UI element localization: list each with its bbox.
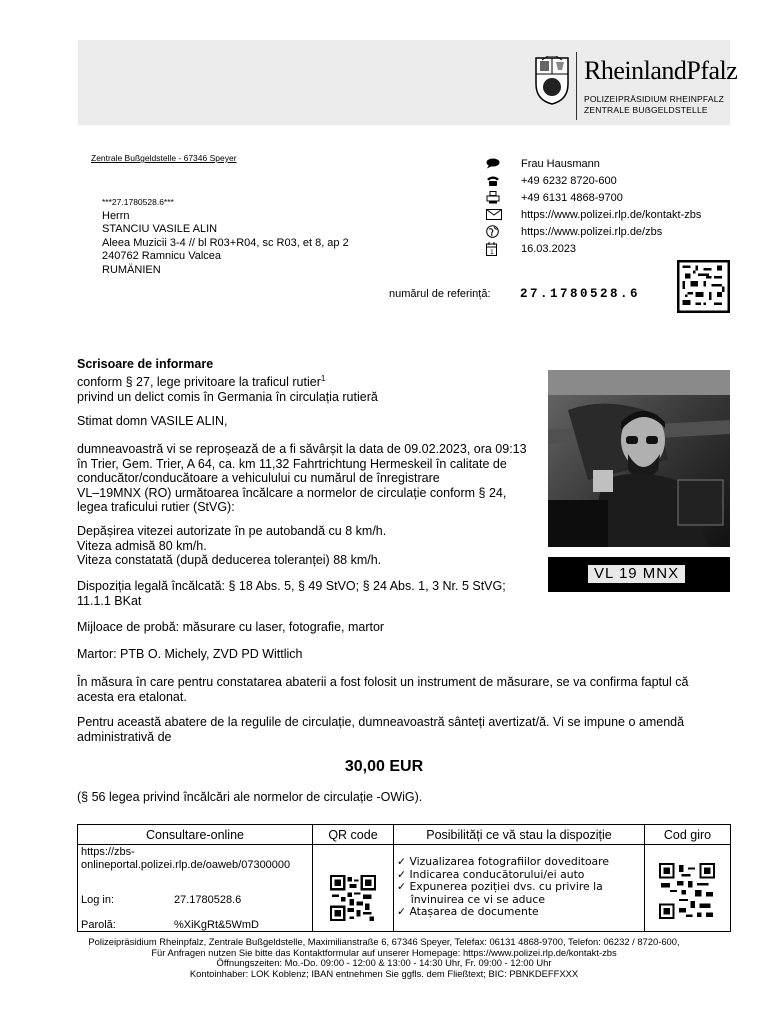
logo-subline-1: POLIZEIPRÄSIDIUM RHEINPFALZ (584, 94, 725, 104)
footer-line: Für Anfragen nutzen Sie bitte das Kontaktformular auf unserer Homepage: https://www.polizei.rlp.de/kontakt-zbs (151, 946, 617, 958)
recipient-country: RUMÄNIEN (102, 263, 161, 276)
header-online: Consultare-online (78, 825, 313, 845)
footnote-marker: 1 (320, 374, 326, 383)
footer (0, 937, 768, 979)
portal-url-line-2[interactable]: onlineportal.polizei.rlp.de/oaweb/07300000 (81, 858, 291, 871)
giro-qr-code[interactable] (659, 863, 715, 919)
qr-cell (313, 845, 394, 932)
password-label: Parolă: (81, 919, 116, 931)
online-access-cell (78, 845, 313, 932)
option-view-photos[interactable]: ✓ Vizualizarea fotografiilor doveditoare (397, 855, 610, 868)
fine-amount: 30,00 EUR (344, 758, 424, 775)
paragraph-fine (77, 715, 684, 744)
recipient-street: Aleea Muzicii 3-4 // bl R03+R04, sc R03, et 8, ap 2 (102, 236, 349, 249)
text-line: Viteza constatată (după deducerea toleranței) 88 km/h. (77, 553, 382, 567)
text-line: Dispoziția legală încălcată: § 18 Abs. 5, § 49 StVO; § 24 Abs. 1, 3 Nr. 5 StVG; (77, 579, 506, 593)
online-consultation-table (77, 824, 731, 932)
text-line: administrativă de (77, 729, 172, 744)
paragraph-calibration (77, 675, 688, 704)
text-line: în Trier, Gem. Trier, A 64, ca. km 11,32 Fahrtrichtung Hermeskeil în calitate de (77, 456, 507, 471)
recipient-salutation: Herrn (102, 209, 130, 222)
footer-line: Öffnungszeiten: Mo.-Do. 09:00 - 12:00 & 13:00 - 14:30 Uhr, Fr. 09:00 - 12:00 Uhr (216, 957, 552, 968)
footer-line: Kontoinhaber: LOK Koblenz; IBAN entnehmen Sie ggfls. dem Fließtext; BIC: PBNKDEFFXXX (189, 967, 579, 979)
coat-of-arms-icon (534, 56, 570, 106)
header-qr: QR code (313, 825, 394, 845)
qr-code[interactable] (330, 875, 376, 921)
subtitle-line-1: conform § 27, lege privitoare la traficul rutier (77, 375, 321, 390)
option-statement[interactable]: ✓ Expunerea poziției dvs. cu privire la (397, 880, 603, 893)
text-line: acesta era etalonat. (77, 689, 187, 704)
letter-title: Scrisoare de informare (77, 357, 214, 371)
logo-divider (576, 52, 577, 120)
login-value: 27.1780528.6 (174, 894, 242, 906)
contact-person: Frau Hausmann (521, 157, 600, 170)
text-line: VL–19MNX (RO) următoarea încălcare a normelor de circulație conform § 24, (77, 485, 507, 500)
text-line: 11.1.1 BKat (77, 593, 142, 608)
calendar-icon (486, 242, 497, 256)
legal-note: (§ 56 legea privind încălcări ale normelor de circulație -OWiG). (77, 790, 423, 804)
logo-subline-2: ZENTRALE BUẞGELDSTELLE (584, 105, 708, 115)
greeting: Stimat domn VASILE ALIN, (77, 414, 228, 428)
paragraph-legal (77, 579, 506, 608)
reference-number: 27.1780528.6 (520, 287, 641, 301)
recipient-name: STANCIU VASILE ALIN (102, 223, 218, 235)
license-plate-text: VL 19 MNX (588, 565, 685, 583)
portal-url-line-1[interactable]: https://zbs- (81, 846, 135, 858)
text-line: Depășirea vitezei autorizate în pe autobandă cu 8 km/h. (77, 524, 387, 538)
contact-phone: +49 6232 8720-600 (521, 174, 617, 187)
telephone-icon (486, 175, 500, 187)
footer-line: Polizeipräsidium Rheinpfalz, Zentrale Bußgeldstelle, Maximilianstraße 6, 67346 Speyer, Telefax: 06131 4868-9700, Telefon: 06232 / 8720-600, (88, 936, 680, 947)
datamatrix-code (676, 260, 731, 313)
text-line: În măsura în care pentru constatarea abaterii a fost folosit un instrument de măsurare, se va confirma faptul că (77, 675, 689, 689)
password-value: %XiKgRt&5WmD (174, 919, 259, 931)
fax-icon (486, 191, 500, 204)
recipient-code: ***27.1780528.6*** (102, 197, 174, 207)
paragraph-evidence: Mijloace de probă: măsurare cu laser, fotografie, martor (77, 620, 385, 634)
options-cell (394, 845, 645, 932)
logo-wordmark: RheinlandPfalz (584, 56, 738, 85)
header-giro: Cod giro (645, 825, 731, 845)
text-line: dumneavoastră vi se reproșează de a fi săvârșit la data de 09.02.2023, ora 09:13 (77, 442, 527, 456)
paragraph-witness: Martor: PTB O. Michely, ZVD PD Wittlich (77, 647, 303, 661)
option-statement-cont: învinuirea ce vi se aduce (397, 892, 545, 906)
svg-text:1: 1 (490, 248, 494, 256)
rlp-logo (534, 50, 738, 122)
contact-block (484, 155, 701, 257)
option-name-driver[interactable]: ✓ Indicarea conducătorului/ei auto (397, 867, 585, 881)
globe-icon (486, 225, 499, 238)
option-attach-docs[interactable]: ✓ Atașarea de documente (397, 905, 539, 918)
recipient-address (102, 196, 349, 277)
letter-date: 16.03.2023 (521, 242, 577, 255)
paragraph-speed (77, 524, 386, 568)
contact-fax: +49 6131 4868-9700 (521, 191, 623, 204)
web-url[interactable]: https://www.polizei.rlp.de/zbs (521, 225, 663, 238)
license-plate-photo (548, 557, 730, 592)
contact-url[interactable]: https://www.polizei.rlp.de/kontakt-zbs (521, 208, 702, 221)
text-line: legea traficului rutier (StVG): (77, 500, 235, 514)
speech-bubble-icon (486, 158, 500, 169)
evidence-photo (548, 370, 730, 547)
reference-label: numărul de referință: (389, 288, 491, 300)
letter-subtitle (77, 372, 378, 404)
envelope-icon (486, 209, 502, 220)
text-line: Viteza admisă 80 km/h. (77, 538, 207, 553)
text-line: Pentru această abatere de la regulile de circulație, dumneavoastră sânteți avertizat/ă. Vi se impune o amendă (77, 715, 685, 729)
recipient-city: 240762 Ramnicu Valcea (102, 250, 222, 262)
text-line: conducător/conducătoare a vehiculului cu numărul de înregistrare (77, 471, 440, 485)
sender-line: Zentrale Bußgeldstelle - 67346 Speyer (91, 153, 237, 163)
subtitle-line-2: privind un delict comis în Germania în circulația rutieră (77, 389, 378, 404)
giro-cell (645, 845, 731, 932)
header-options: Posibilități ce vă stau la dispoziție (394, 825, 645, 845)
login-label: Log in: (81, 894, 115, 906)
paragraph-offense (77, 442, 527, 515)
